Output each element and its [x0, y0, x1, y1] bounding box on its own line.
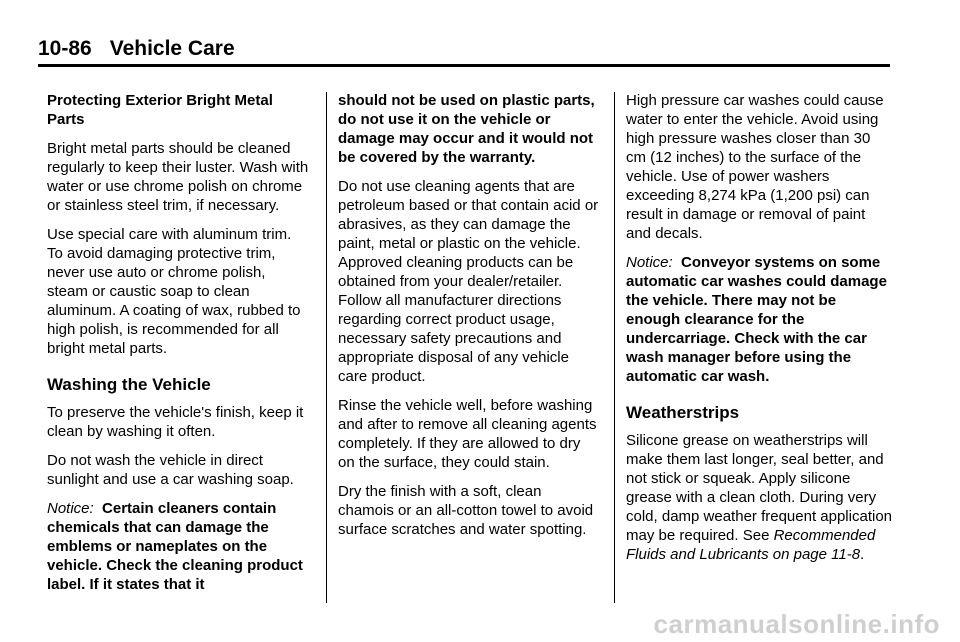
column-2 [338, 91, 600, 549]
paragraph-rinse: Rinse the vehicle well, before washing and after to remove all cleaning agents completely. If they are allowed to dry on the surface, they could stain. [338, 397, 597, 471]
section-title: Vehicle Care [109, 37, 235, 60]
page-header [38, 36, 890, 62]
header-title [38, 36, 890, 62]
notice-continuation: should not be used on plastic parts, do not use it on the vehicle or damage may occur and it would not be covered by the warranty. [338, 92, 595, 166]
paragraph-high-pressure: High pressure car washes could cause water to enter the vehicle. Avoid using high pressure washes closer than 30 cm (12 inches) to the surface of the vehicle. Use of power washers exceeding 8,274 kPa (1,200 psi) can result in damage or removal of paint and decals. [626, 92, 884, 242]
notice-cleaners [47, 499, 309, 594]
paragraph-direct-sunlight: Do not wash the vehicle in direct sunlight and use a car washing soap. [47, 452, 294, 488]
heading-weatherstrips: Weatherstrips [626, 403, 740, 422]
column-3 [626, 91, 892, 574]
silicone-text: Silicone grease on weatherstrips will make them last longer, seal better, and not stick or squeak. Apply silicone grease with a clean cloth. During very cold, damp weather frequent application may be required. See [626, 432, 893, 544]
page-number: 10-86 [38, 37, 92, 60]
cross-reference-link[interactable]: Recommended Fluids and Lubricants on page 11-8 [626, 527, 876, 563]
paragraph-cleaning-agents: Do not use cleaning agents that are petroleum based or that contain acid or abrasives, as they can damage the paint, metal or plastic on the vehicle. Approved cleaning products can be obtained from your dealer/retailer. Follow all manufacturer directions regarding correct product usage, necessary safety precautions and appropriate disposal of any vehicle care product. [338, 178, 599, 385]
heading-washing-the-vehicle: Washing the Vehicle [47, 375, 211, 394]
notice-label: Notice: [626, 254, 673, 271]
paragraph-dry-finish: Dry the finish with a soft, clean chamois or an all-cotton towel to avoid surface scratches and water spotting. [338, 483, 594, 538]
paragraph-bright-metal-cleaning: Bright metal parts should be cleaned regularly to keep their luster. Wash with water or use chrome polish on chrome or stainless steel trim, if necessary. [47, 140, 309, 214]
paragraph-aluminum-care: Use special care with aluminum trim. To avoid damaging protective trim, never use auto or chrome polish, steam or caustic soap to clean aluminum. A coating of wax, rubbed to high polish, is recommended for all bright metal parts. [47, 226, 301, 357]
period: . [860, 546, 865, 563]
notice-text: Conveyor systems on some automatic car washes could damage the vehicle. There may not be enough clearance for the undercarriage. Check with the car wash manager before using the automatic car wash. [626, 254, 887, 385]
paragraph-silicone-grease [626, 431, 892, 564]
notice-conveyor [626, 253, 892, 386]
notice-label: Notice: [47, 500, 94, 517]
column-divider-1 [326, 92, 327, 603]
header-rule [38, 64, 890, 67]
notice-text: Certain cleaners contain chemicals that can damage the emblems or nameplates on the vehicle. Check the cleaning product label. If it states that it [47, 500, 303, 593]
watermark: carmanualsonline.info [653, 609, 940, 639]
column-1 [47, 91, 309, 604]
heading-protecting-bright-metal: Protecting Exterior Bright Metal Parts [47, 92, 273, 128]
column-divider-2 [614, 92, 615, 603]
paragraph-preserve-finish: To preserve the vehicle's finish, keep it clean by washing it often. [47, 404, 304, 440]
